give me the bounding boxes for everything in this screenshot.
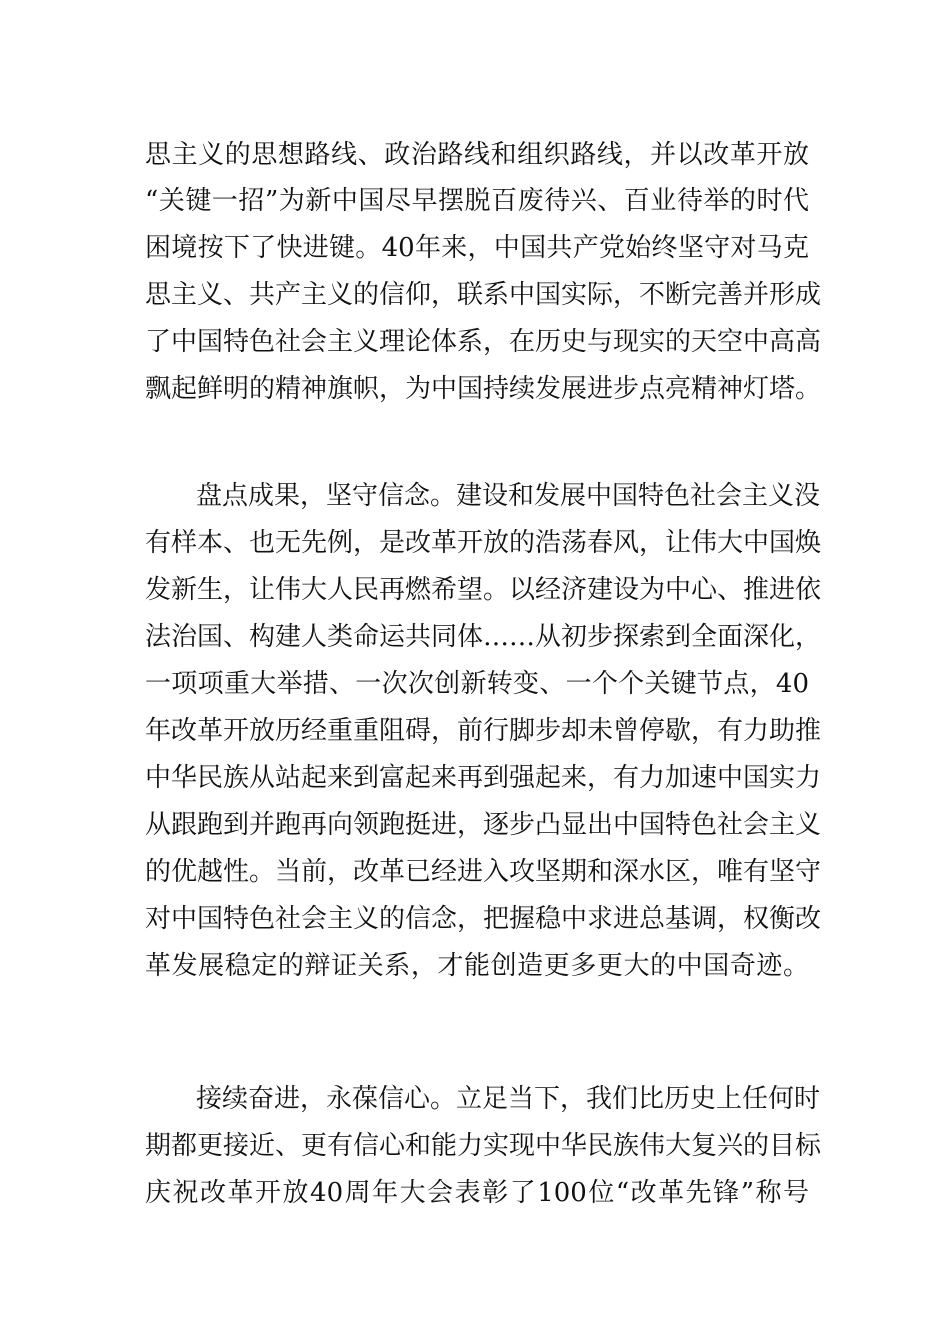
text-line: 从跟跑到并跑再向领跑挺进，逐步凸显出中国特色社会主义 — [145, 810, 822, 840]
text-line: 对中国特色社会主义的信念，把握稳中求进总基调，权衡改 — [145, 904, 822, 934]
text-line: 的优越性。当前，改革已经进入攻坚期和深水区，唯有坚守 — [145, 857, 822, 887]
text-line: 接续奋进，永葆信心。立足当下，我们比历史上任何时 — [196, 1084, 821, 1114]
text-line: 期都更接近、更有信心和能力实现中华民族伟大复兴的目标 — [145, 1131, 822, 1161]
text-line: 飘起鲜明的精神旗帜，为中国持续发展进步点亮精神灯塔。 — [145, 374, 822, 404]
text-line: 中华民族从站起来到富起来再到强起来，有力加速中国实力 — [145, 763, 822, 793]
text-line: 思主义的思想路线、政治路线和组织路线，并以改革开放 — [145, 140, 809, 170]
text-line: 年改革开放历经重重阻碍，前行脚步却未曾停歇，有力助推 — [145, 716, 822, 746]
text-line: 了中国特色社会主义理论体系，在历史与现实的天空中高高 — [145, 327, 822, 357]
text-line: “关键一招”为新中国尽早摆脱百废待兴、百业待举的时代 — [145, 186, 809, 216]
text-line: 有样本、也无先例，是改革开放的浩荡春风，让伟大中国焕 — [145, 528, 822, 558]
text-line: 庆祝改革开放40周年大会表彰了100位“改革先锋”称号 — [145, 1178, 809, 1208]
text-line: 革发展稳定的辩证关系，才能创造更多更大的中国奇迹。 — [145, 951, 809, 981]
text-line: 困境按下了快进键。40年来，中国共产党始终坚守对马克 — [145, 233, 809, 263]
text-line: 一项项重大举措、一次次创新转变、一个个关键节点，40 — [145, 669, 809, 699]
text-line: 法治国、构建人类命运共同体……从初步探索到全面深化， — [145, 622, 822, 652]
text-line: 发新生，让伟大人民再燃希望。以经济建设为中心、推进依 — [145, 575, 822, 605]
text-line: 盘点成果，坚守信念。建设和发展中国特色社会主义没 — [196, 481, 821, 511]
text-line: 思主义、共产主义的信仰，联系中国实际，不断完善并形成 — [145, 280, 822, 310]
